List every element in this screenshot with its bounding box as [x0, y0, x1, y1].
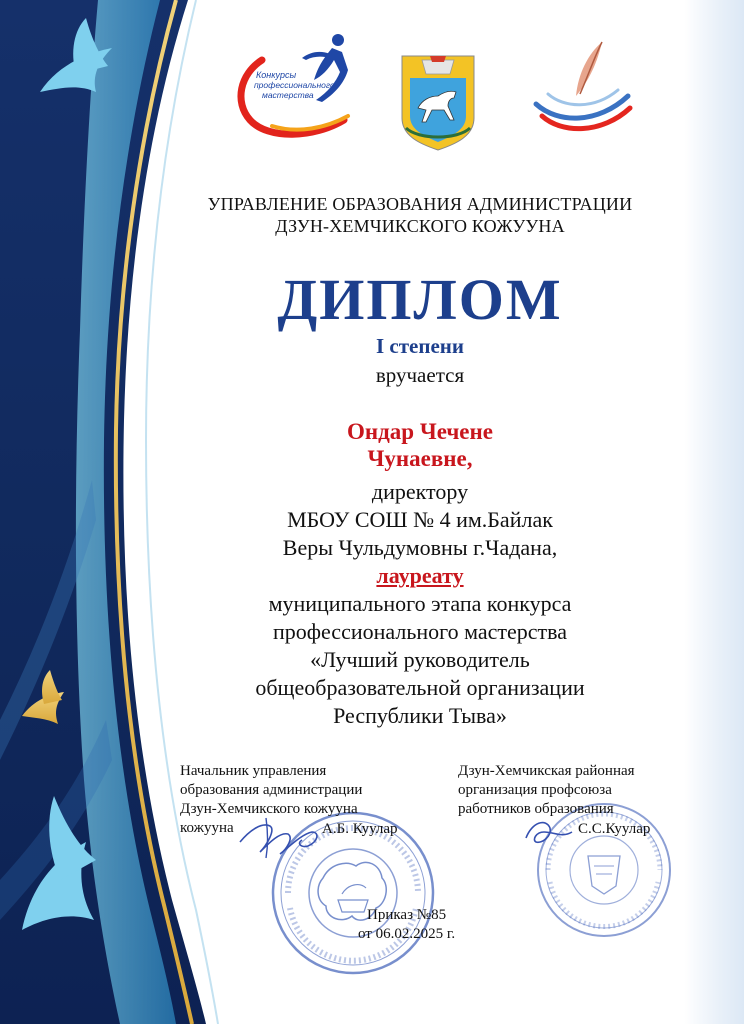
order-date: от 06.02.2025 г. [358, 926, 456, 942]
left-signer-title-3: Дзун-Хемчикского кожууна [180, 801, 358, 817]
recipient-status: лауреату [376, 563, 464, 588]
right-signature-block [458, 762, 635, 819]
recipient-name-line-2: Чунаевне, [367, 446, 473, 471]
contest-line-4: общеобразовательной организации [255, 675, 585, 700]
org-line-1: УПРАВЛЕНИЕ ОБРАЗОВАНИЯ АДМИНИСТРАЦИИ [207, 194, 633, 214]
contest-logo-line2: профессионального [254, 80, 335, 90]
contest-line-2: профессионального мастерства [272, 619, 568, 644]
org-line-2: ДЗУН-ХЕМЧИКСКОГО КОЖУУНА [275, 216, 565, 236]
contest-line-3: «Лучший руководитель [310, 647, 530, 672]
recipient-name-line-1: Ондар Чечене [347, 419, 493, 444]
right-signer-title-3: работников образования [458, 801, 614, 817]
right-signer-title-2: организация профсоюза [458, 782, 612, 798]
contest-line-1: муниципального этапа конкурса [268, 591, 572, 616]
issuing-organization [160, 193, 680, 237]
contest-logo-line3: мастерства [262, 90, 314, 100]
left-signer-title-2: образования администрации [180, 782, 363, 798]
left-signer-name: А.Б. Куулар [322, 821, 398, 837]
feather-union-logo-icon [532, 38, 636, 138]
right-signer-title-1: Дзун-Хемчикская районная [458, 763, 635, 779]
right-signer-name: С.С.Куулар [578, 821, 651, 837]
left-signer-title-1: Начальник управления [180, 763, 327, 779]
contest-logo [232, 30, 356, 142]
right-handwritten-signature [522, 812, 582, 852]
order-number: Приказ №85 [367, 907, 447, 923]
award-body [160, 478, 680, 730]
left-signer-title-4: кожууна [180, 820, 234, 836]
right-edge-gradient [684, 0, 744, 1024]
horse-coat-of-arms-icon [398, 48, 478, 152]
order-reference [358, 906, 455, 944]
awarded-text: вручается [375, 363, 465, 387]
diploma-degree: I степени [376, 334, 464, 358]
recipient-position: директору [371, 479, 469, 504]
left-handwritten-signature [236, 812, 326, 860]
contest-logo-line1: Конкурсы [256, 70, 297, 80]
diploma-title: ДИПЛОМ [277, 267, 563, 332]
school-line-2: Веры Чульдумовны г.Чадана, [282, 535, 558, 560]
contest-line-5: Республики Тыва» [333, 703, 507, 728]
school-line-1: МБОУ СОШ № 4 им.Байлак [287, 507, 553, 532]
